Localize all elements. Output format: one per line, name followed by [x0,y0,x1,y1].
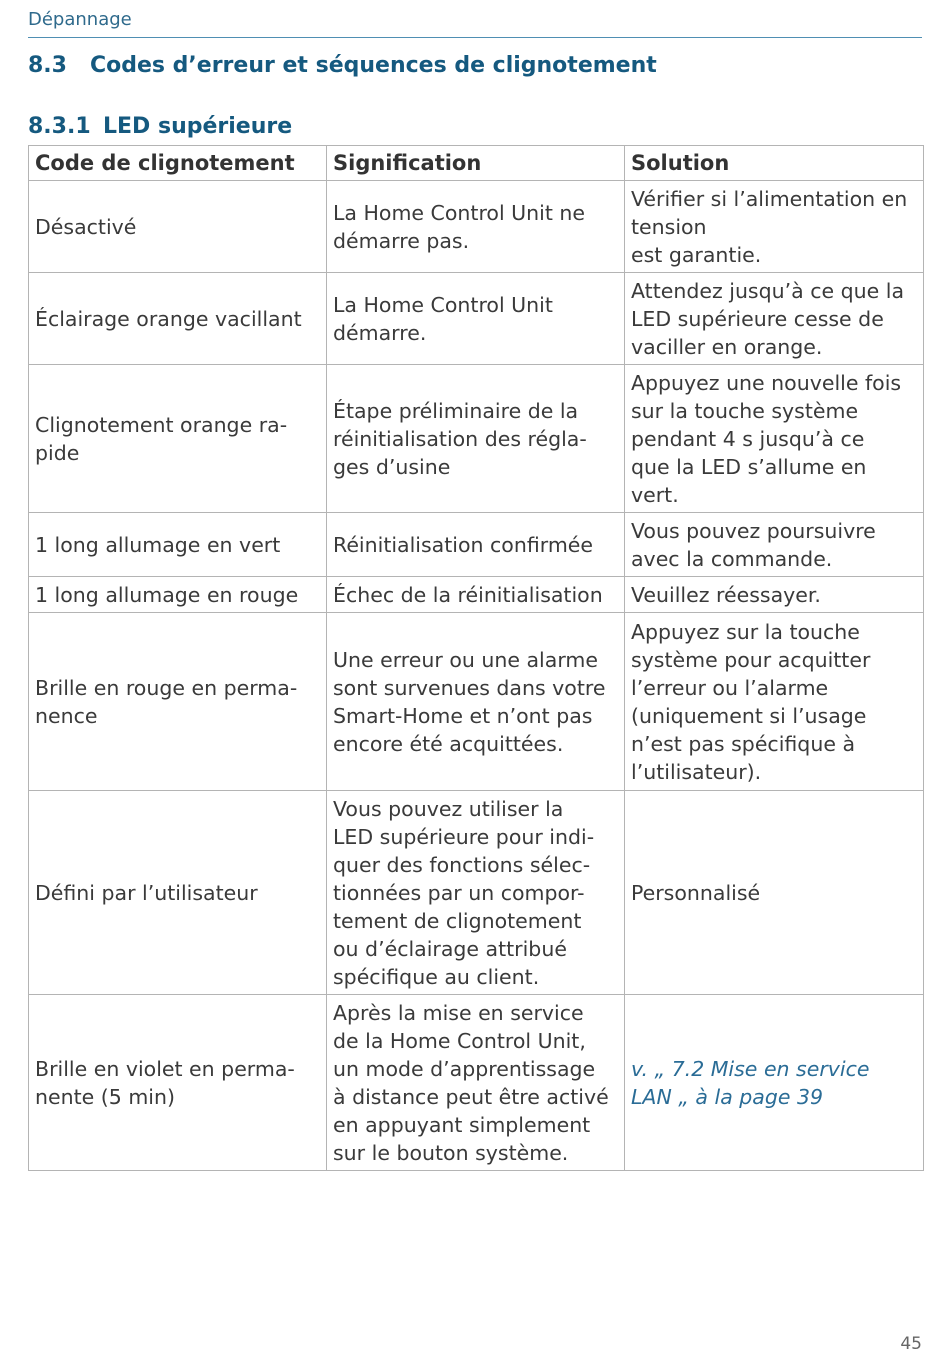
cell-meaning: La Home Control Unit ne démarre pas. [327,181,625,273]
cell-solution: Attendez jusqu’à ce que la LED supérieure cesse de vaciller en orange. [625,273,924,365]
cell-meaning: Après la mise en service de la Home Control Unit, un mode d’apprentissage à distance peut être activé en appuyant simplement sur le bouton système. [327,995,625,1171]
subsection-heading [28,114,292,139]
table-row [29,791,924,995]
table-row [29,181,924,273]
cell-code: 1 long allumage en vert [29,513,327,577]
table-row [29,577,924,613]
section-title: Codes d’erreur et séquences de clignotement [90,53,657,78]
table-header-row [29,146,924,181]
cell-code: Brille en rouge en perma- nence [29,613,327,791]
table-row [29,513,924,577]
subsection-title: LED supérieure [103,114,293,139]
column-header-solution: Solution [625,146,924,181]
cell-code: Clignotement orange ra- pide [29,365,327,513]
cell-code: Brille en violet en perma- nente (5 min) [29,995,327,1171]
header-divider [28,37,922,38]
table-row [29,995,924,1171]
cell-meaning: Échec de la réinitialisation [327,577,625,613]
cross-reference-link[interactable]: v. „ 7.2 Mise en service LAN „ à la page 39 [625,995,924,1171]
cell-solution: Personnalisé [625,791,924,995]
cell-solution: Appuyez sur la touche système pour acquitter l’erreur ou l’alarme (uniquement si l’usage n’est pas spécifique à l’utilisateur). [625,613,924,791]
running-header: Dépannage [28,9,132,30]
cell-meaning: Étape préliminaire de la réinitialisation des régla- ges d’usine [327,365,625,513]
cell-code: Éclairage orange vacillant [29,273,327,365]
cell-code: 1 long allumage en rouge [29,577,327,613]
cell-meaning: Une erreur ou une alarme sont survenues dans votre Smart-Home et n’ont pas encore été acquittées. [327,613,625,791]
cell-code: Désactivé [29,181,327,273]
section-number: 8.3 [28,53,67,78]
table-row [29,613,924,791]
cell-solution: Vous pouvez poursuivre avec la commande. [625,513,924,577]
cell-code: Défini par l’utilisateur [29,791,327,995]
cell-solution: Vérifier si l’alimentation en tension est garantie. [625,181,924,273]
column-header-code: Code de clignotement [29,146,327,181]
cell-meaning: La Home Control Unit démarre. [327,273,625,365]
cell-meaning: Réinitialisation confirmée [327,513,625,577]
cell-solution: Appuyez une nouvelle fois sur la touche système pendant 4 s jusqu’à ce que la LED s’allume en vert. [625,365,924,513]
subsection-number: 8.3.1 [28,114,91,139]
cell-solution: Veuillez réessayer. [625,577,924,613]
section-heading [28,53,657,78]
column-header-meaning: Signification [327,146,625,181]
page-number: 45 [900,1334,922,1354]
cell-meaning: Vous pouvez utiliser la LED supérieure pour indi- quer des fonctions sélec- tionnées par un compor- tement de clignotement ou d’éclairage attribué spécifique au client. [327,791,625,995]
table-row [29,273,924,365]
blink-code-table [28,145,924,1171]
table-row [29,365,924,513]
